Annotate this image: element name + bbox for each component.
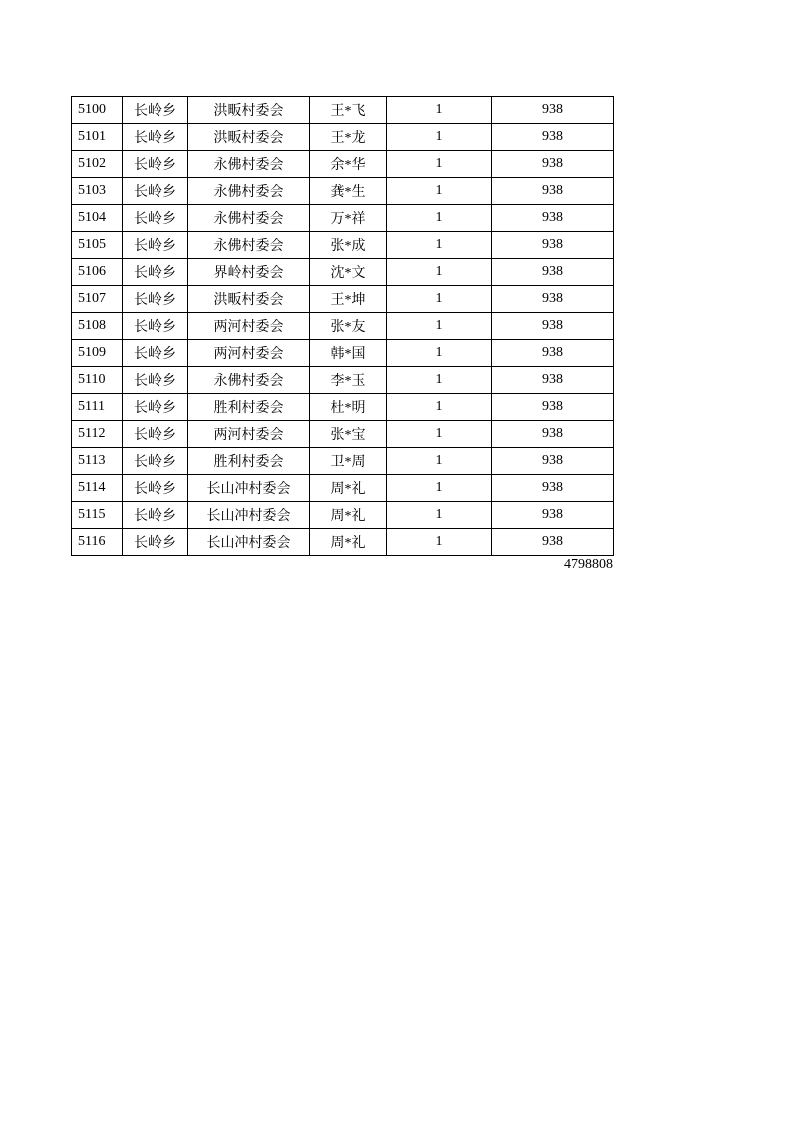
cell-person-name: 余*华: [310, 151, 387, 178]
cell-township: 长岭乡: [123, 205, 188, 232]
cell-amount: 938: [492, 151, 614, 178]
cell-count: 1: [387, 475, 492, 502]
table-row: [72, 124, 614, 151]
cell-village-committee: 两河村委会: [188, 340, 310, 367]
cell-township: 长岭乡: [123, 313, 188, 340]
table-row: [72, 259, 614, 286]
table-row: [72, 421, 614, 448]
cell-township: 长岭乡: [123, 178, 188, 205]
cell-village-committee: 永佛村委会: [188, 205, 310, 232]
cell-serial-number: 5104: [72, 205, 123, 232]
cell-amount: 938: [492, 367, 614, 394]
cell-amount: 938: [492, 475, 614, 502]
cell-person-name: 韩*国: [310, 340, 387, 367]
table-row: [72, 340, 614, 367]
table-row: [72, 502, 614, 529]
cell-count: 1: [387, 340, 492, 367]
cell-amount: 938: [492, 502, 614, 529]
cell-serial-number: 5101: [72, 124, 123, 151]
cell-count: 1: [387, 205, 492, 232]
cell-serial-number: 5115: [72, 502, 123, 529]
cell-amount: 938: [492, 259, 614, 286]
cell-village-committee: 洪畈村委会: [188, 286, 310, 313]
cell-serial-number: 5107: [72, 286, 123, 313]
cell-count: 1: [387, 259, 492, 286]
cell-village-committee: 界岭村委会: [188, 259, 310, 286]
cell-person-name: 沈*文: [310, 259, 387, 286]
cell-serial-number: 5113: [72, 448, 123, 475]
cell-township: 长岭乡: [123, 97, 188, 124]
cell-person-name: 龚*生: [310, 178, 387, 205]
cell-count: 1: [387, 529, 492, 556]
cell-person-name: 杜*明: [310, 394, 387, 421]
table-row: [72, 313, 614, 340]
cell-township: 长岭乡: [123, 151, 188, 178]
cell-serial-number: 5106: [72, 259, 123, 286]
cell-village-committee: 胜利村委会: [188, 394, 310, 421]
cell-village-committee: 长山冲村委会: [188, 529, 310, 556]
cell-amount: 938: [492, 286, 614, 313]
cell-amount: 938: [492, 232, 614, 259]
cell-count: 1: [387, 313, 492, 340]
table-row: [72, 475, 614, 502]
cell-amount: 938: [492, 205, 614, 232]
cell-village-committee: 长山冲村委会: [188, 502, 310, 529]
cell-person-name: 张*宝: [310, 421, 387, 448]
cell-township: 长岭乡: [123, 448, 188, 475]
cell-township: 长岭乡: [123, 286, 188, 313]
cell-township: 长岭乡: [123, 502, 188, 529]
cell-person-name: 王*龙: [310, 124, 387, 151]
cell-count: 1: [387, 232, 492, 259]
cell-township: 长岭乡: [123, 259, 188, 286]
table-row: [72, 529, 614, 556]
table-row: [72, 205, 614, 232]
cell-count: 1: [387, 394, 492, 421]
cell-person-name: 王*坤: [310, 286, 387, 313]
table-body: [72, 97, 614, 556]
cell-person-name: 周*礼: [310, 502, 387, 529]
table-row: [72, 367, 614, 394]
cell-count: 1: [387, 124, 492, 151]
cell-serial-number: 5110: [72, 367, 123, 394]
cell-village-committee: 两河村委会: [188, 313, 310, 340]
cell-count: 1: [387, 151, 492, 178]
cell-serial-number: 5114: [72, 475, 123, 502]
cell-township: 长岭乡: [123, 475, 188, 502]
table-row: [72, 97, 614, 124]
table-row: [72, 151, 614, 178]
cell-village-committee: 胜利村委会: [188, 448, 310, 475]
cell-person-name: 卫*周: [310, 448, 387, 475]
cell-amount: 938: [492, 313, 614, 340]
cell-count: 1: [387, 502, 492, 529]
cell-person-name: 周*礼: [310, 529, 387, 556]
cell-amount: 938: [492, 124, 614, 151]
cell-serial-number: 5108: [72, 313, 123, 340]
cell-serial-number: 5105: [72, 232, 123, 259]
cell-person-name: 张*成: [310, 232, 387, 259]
cell-serial-number: 5100: [72, 97, 123, 124]
cell-serial-number: 5109: [72, 340, 123, 367]
cell-serial-number: 5111: [72, 394, 123, 421]
cell-person-name: 周*礼: [310, 475, 387, 502]
total-amount: 4798808: [564, 557, 613, 572]
cell-person-name: 李*玉: [310, 367, 387, 394]
table-row: [72, 178, 614, 205]
cell-count: 1: [387, 286, 492, 313]
cell-serial-number: 5103: [72, 178, 123, 205]
record-table: [71, 96, 614, 556]
cell-amount: 938: [492, 421, 614, 448]
cell-township: 长岭乡: [123, 232, 188, 259]
table-row: [72, 232, 614, 259]
cell-amount: 938: [492, 97, 614, 124]
cell-village-committee: 两河村委会: [188, 421, 310, 448]
cell-township: 长岭乡: [123, 367, 188, 394]
cell-person-name: 万*祥: [310, 205, 387, 232]
cell-village-committee: 洪畈村委会: [188, 97, 310, 124]
cell-village-committee: 永佛村委会: [188, 367, 310, 394]
cell-village-committee: 长山冲村委会: [188, 475, 310, 502]
table-row: [72, 448, 614, 475]
cell-count: 1: [387, 448, 492, 475]
cell-amount: 938: [492, 394, 614, 421]
cell-person-name: 张*友: [310, 313, 387, 340]
cell-serial-number: 5102: [72, 151, 123, 178]
cell-township: 长岭乡: [123, 340, 188, 367]
cell-village-committee: 洪畈村委会: [188, 124, 310, 151]
cell-amount: 938: [492, 448, 614, 475]
cell-township: 长岭乡: [123, 124, 188, 151]
cell-person-name: 王*飞: [310, 97, 387, 124]
cell-township: 长岭乡: [123, 529, 188, 556]
table-row: [72, 286, 614, 313]
cell-count: 1: [387, 421, 492, 448]
table-row: [72, 394, 614, 421]
cell-count: 1: [387, 178, 492, 205]
cell-amount: 938: [492, 529, 614, 556]
cell-amount: 938: [492, 340, 614, 367]
cell-amount: 938: [492, 178, 614, 205]
cell-township: 长岭乡: [123, 394, 188, 421]
cell-serial-number: 5116: [72, 529, 123, 556]
cell-serial-number: 5112: [72, 421, 123, 448]
cell-township: 长岭乡: [123, 421, 188, 448]
cell-count: 1: [387, 367, 492, 394]
cell-count: 1: [387, 97, 492, 124]
cell-village-committee: 永佛村委会: [188, 151, 310, 178]
cell-village-committee: 永佛村委会: [188, 232, 310, 259]
cell-village-committee: 永佛村委会: [188, 178, 310, 205]
